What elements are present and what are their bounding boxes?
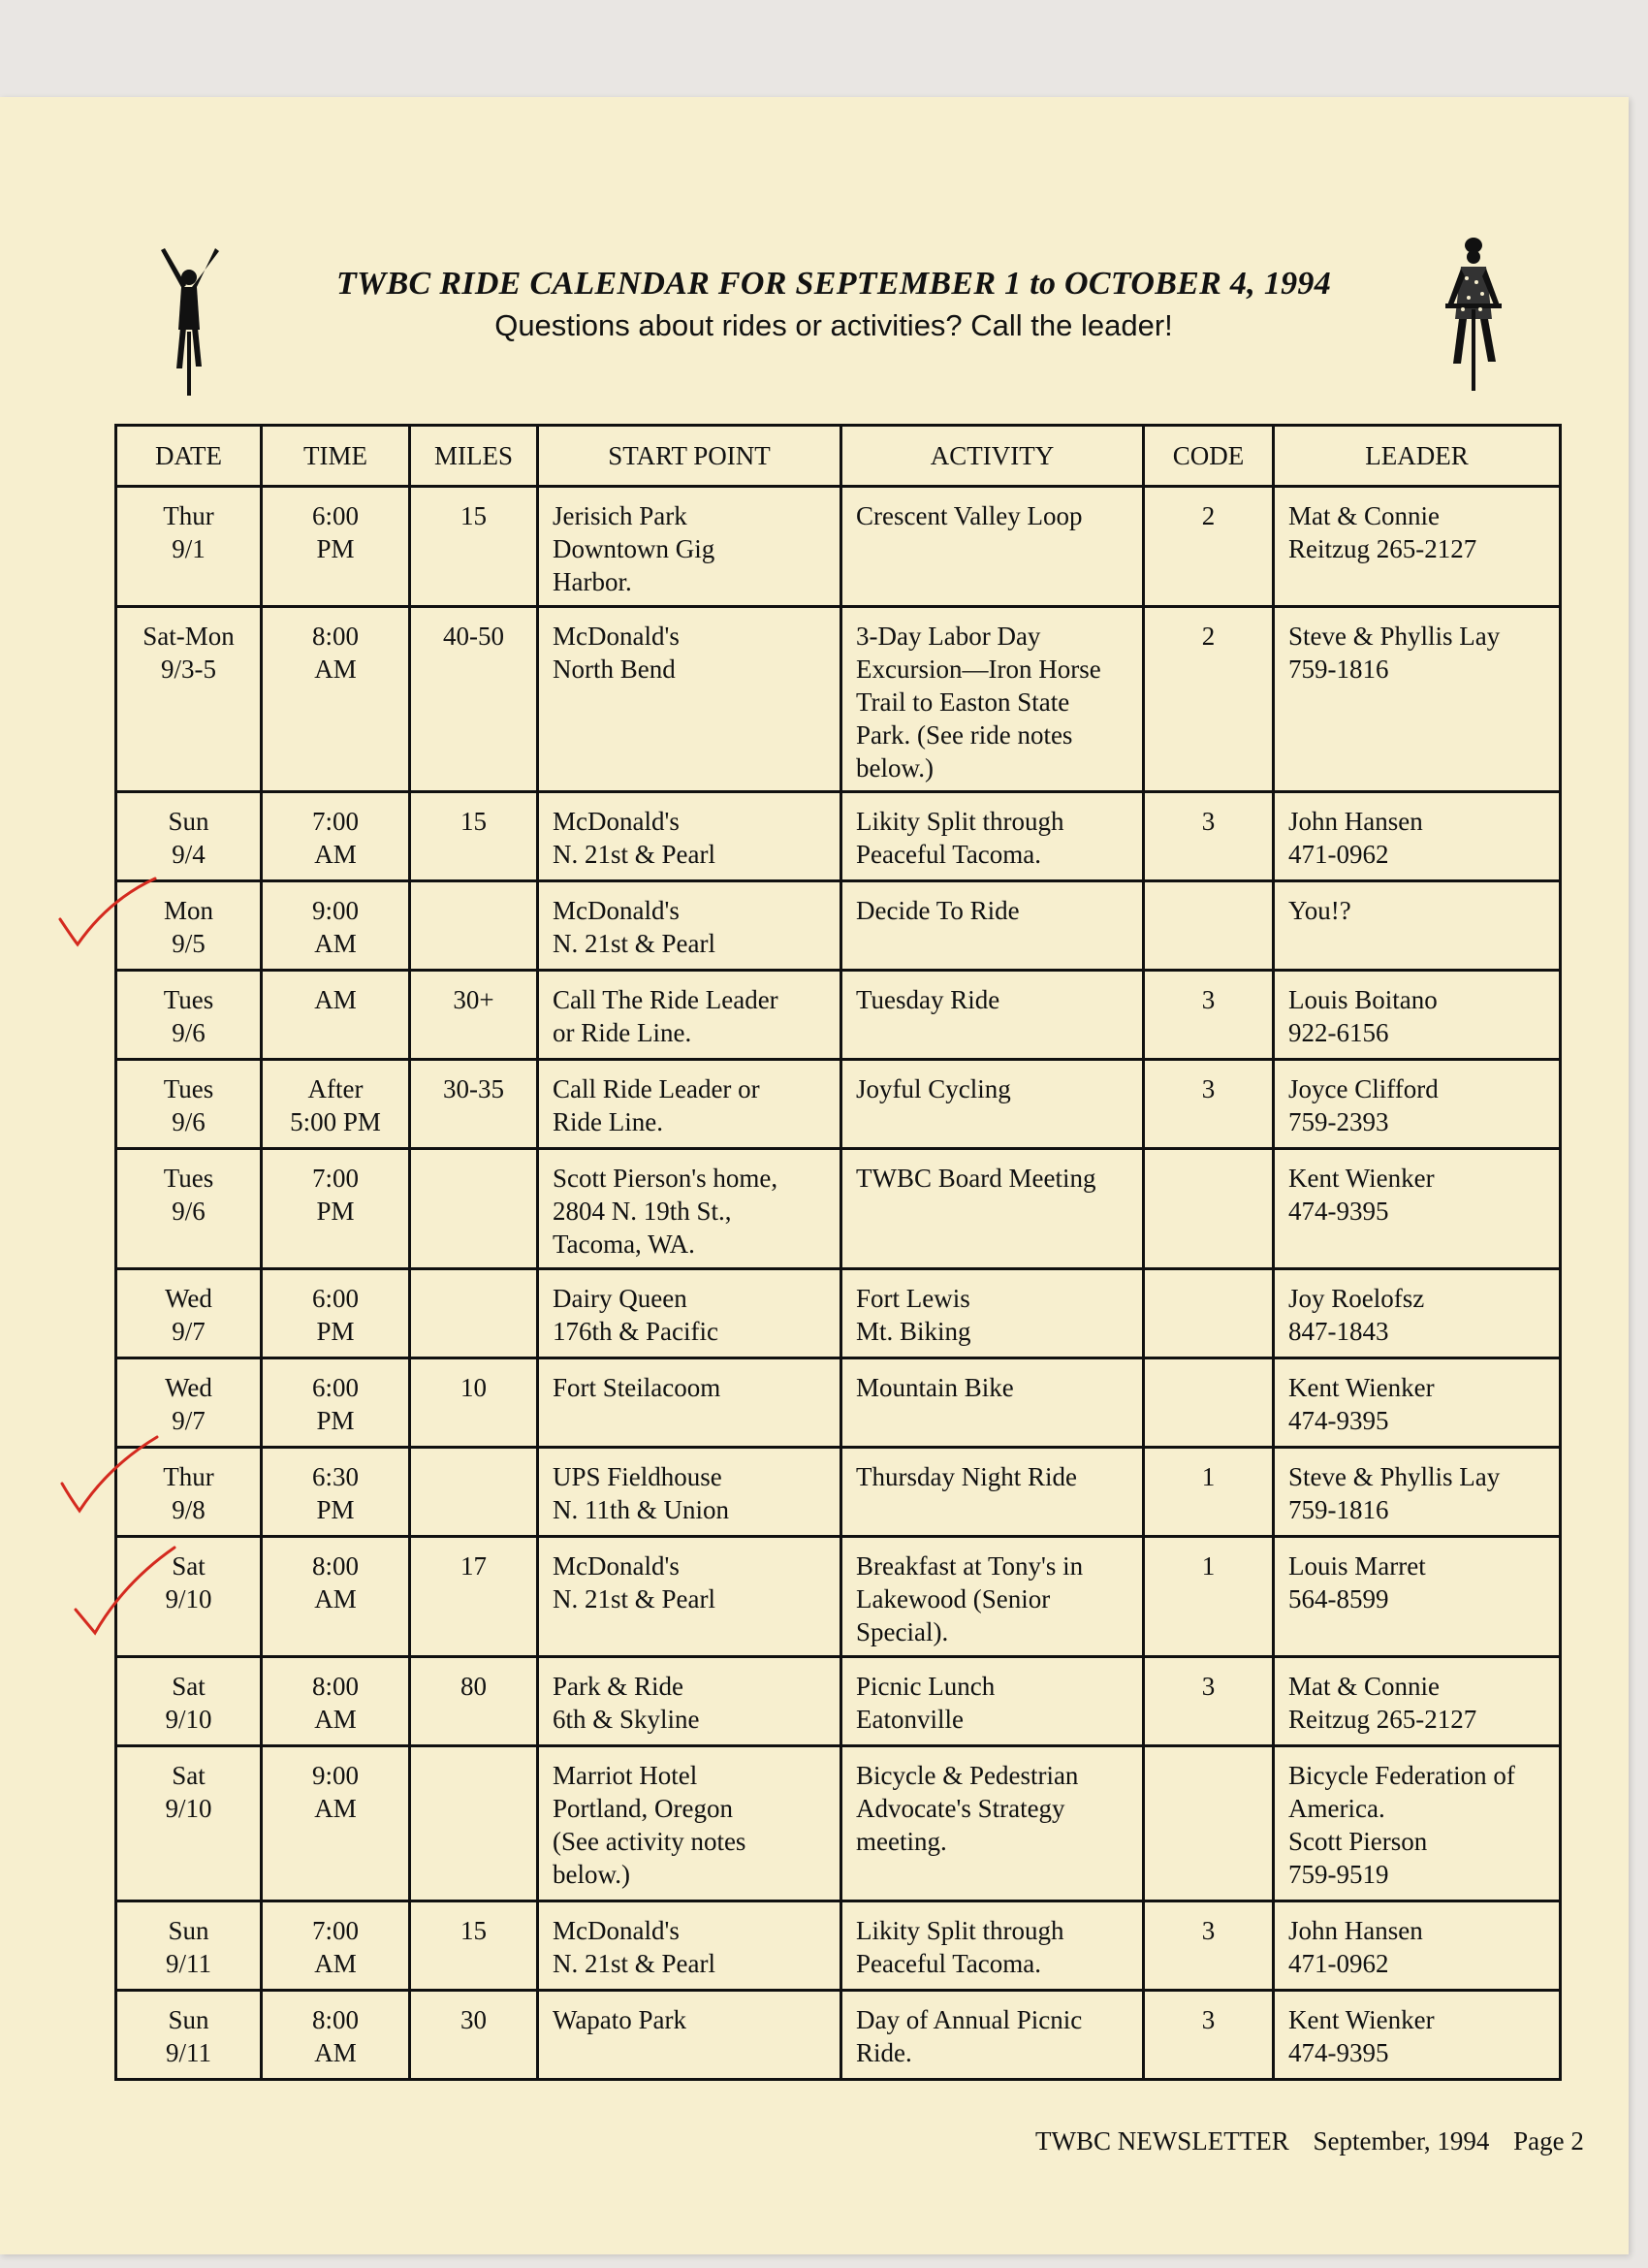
cell-miles [410, 1448, 538, 1537]
page-subtitle: Questions about rides or activities? Call the leader! [494, 308, 1173, 342]
cell-start-point-line: McDonald's [553, 1551, 680, 1581]
cyclist-riding-icon [1440, 238, 1507, 393]
cell-leader-line: Reitzug 265-2127 [1288, 1705, 1477, 1734]
cell-leader-line: Joy Roelofsz [1288, 1284, 1425, 1313]
cell-date-line: Sat [172, 1551, 206, 1581]
cell-date-line: Mon [163, 896, 213, 925]
table-row [116, 487, 1561, 607]
cell-date-line: Sat [172, 1672, 206, 1701]
cell-miles [410, 1746, 538, 1901]
cell-start-point-line: McDonald's [553, 622, 680, 651]
cell-start-point [538, 881, 841, 971]
cell-leader-line: 474-9395 [1288, 1197, 1389, 1226]
cell-activity-line: Lakewood (Senior [856, 1584, 1051, 1613]
cell-code: 3 [1144, 1991, 1274, 2080]
cell-leader-line: 564-8599 [1288, 1584, 1389, 1613]
cell-leader [1274, 1358, 1561, 1448]
cell-date-line: 9/6 [172, 1197, 206, 1226]
cell-activity-line: meeting. [856, 1827, 947, 1856]
cell-date [116, 607, 262, 792]
cell-time [262, 487, 410, 607]
cell-start-point-line: below.) [553, 1860, 630, 1889]
cell-time-line: After [307, 1074, 364, 1103]
cell-time-line: 6:00 [311, 1373, 359, 1402]
cell-date [116, 1269, 262, 1358]
cell-activity-line: TWBC Board Meeting [856, 1164, 1096, 1193]
cell-code [1144, 1149, 1274, 1269]
cell-date-line: Thur [163, 501, 214, 530]
cell-start-point-line: 2804 N. 19th St., [553, 1197, 732, 1226]
cell-leader-line: Bicycle Federation of [1288, 1761, 1515, 1790]
cell-leader-line: Louis Marret [1288, 1551, 1426, 1581]
cell-start-point-line: McDonald's [553, 807, 680, 836]
cell-code: 3 [1144, 1657, 1274, 1746]
cell-time-line: 8:00 [311, 2005, 359, 2034]
cell-activity-line: Peaceful Tacoma. [856, 1949, 1042, 1978]
cell-leader-line: John Hansen [1288, 807, 1423, 836]
cell-miles [410, 1149, 538, 1269]
footer-newsletter: TWBC NEWSLETTER [1035, 2126, 1289, 2156]
cell-date-line: Sun [168, 807, 209, 836]
cell-activity [841, 881, 1144, 971]
cell-start-point-line: Call The Ride Leader [553, 985, 778, 1014]
table-row [116, 1657, 1561, 1746]
cell-activity-line: Eatonville [856, 1705, 964, 1734]
cell-leader [1274, 792, 1561, 881]
table-row [116, 1448, 1561, 1537]
table-row [116, 971, 1561, 1060]
cell-start-point [538, 1149, 841, 1269]
cell-date-line: 9/11 [166, 1949, 211, 1978]
cell-time-line: AM [314, 2038, 357, 2067]
cell-time [262, 1537, 410, 1657]
column-header-date: DATE [116, 426, 262, 487]
cell-date-line: 9/7 [172, 1406, 206, 1435]
cell-code: 1 [1144, 1537, 1274, 1657]
table-row [116, 1537, 1561, 1657]
ride-calendar-table [114, 424, 1562, 2081]
cell-leader-line: Louis Boitano [1288, 985, 1438, 1014]
column-header-time: TIME [262, 426, 410, 487]
cell-date-line: 9/7 [172, 1317, 206, 1346]
cell-leader-line: You!? [1288, 896, 1351, 925]
cell-time-line: 9:00 [311, 1761, 359, 1790]
column-header-start-point: START POINT [538, 426, 841, 487]
cell-time-line: 6:30 [311, 1462, 359, 1491]
cell-date-line: Sat-Mon [143, 622, 235, 651]
cell-activity-line: Trail to Easton State [856, 687, 1070, 717]
cell-date-line: 9/3-5 [161, 655, 216, 684]
cell-miles: 80 [410, 1657, 538, 1746]
cell-leader-line: Steve & Phyllis Lay [1288, 1462, 1501, 1491]
cell-leader [1274, 1657, 1561, 1746]
cell-start-point-line: Dairy Queen [553, 1284, 687, 1313]
cell-miles: 30+ [410, 971, 538, 1060]
table-row [116, 1991, 1561, 2080]
cell-activity [841, 607, 1144, 792]
cell-start-point-line: Fort Steilacoom [553, 1373, 721, 1402]
cell-time-line: AM [314, 1949, 357, 1978]
cell-date-line: Wed [165, 1373, 212, 1402]
cell-activity [841, 1991, 1144, 2080]
cell-code: 1 [1144, 1448, 1274, 1537]
cell-time-line: PM [316, 1495, 355, 1524]
cell-miles: 15 [410, 1901, 538, 1991]
cell-date [116, 1901, 262, 1991]
cell-date [116, 1657, 262, 1746]
cell-start-point [538, 1358, 841, 1448]
table-row [116, 1358, 1561, 1448]
cell-activity-line: Joyful Cycling [856, 1074, 1011, 1103]
ride-rows [116, 487, 1561, 2080]
cell-activity-line: Mountain Bike [856, 1373, 1014, 1402]
cell-leader [1274, 487, 1561, 607]
cell-activity-line: Tuesday Ride [856, 985, 1000, 1014]
cell-time-line: 8:00 [311, 1551, 359, 1581]
cell-activity-line: Excursion—Iron Horse [856, 655, 1101, 684]
cell-start-point [538, 607, 841, 792]
cell-time [262, 607, 410, 792]
cell-time [262, 1149, 410, 1269]
cell-date-line: 9/8 [172, 1495, 206, 1524]
cell-start-point-line: N. 21st & Pearl [553, 929, 715, 958]
cell-leader-line: Reitzug 265-2127 [1288, 534, 1477, 563]
cell-date-line: 9/6 [172, 1107, 206, 1136]
cell-leader-line: Steve & Phyllis Lay [1288, 622, 1501, 651]
cell-start-point-line: N. 21st & Pearl [553, 1584, 715, 1613]
cell-leader-line: Joyce Clifford [1288, 1074, 1439, 1103]
cell-time-line: AM [314, 1584, 357, 1613]
cell-activity-line: Day of Annual Picnic [856, 2005, 1083, 2034]
cell-date-line: Tues [163, 1074, 214, 1103]
cell-time-line: AM [314, 929, 357, 958]
cell-start-point-line: Wapato Park [553, 2005, 687, 2034]
cell-time-line: PM [316, 1317, 355, 1346]
cell-activity-line: below.) [856, 753, 934, 783]
cell-time-line: AM [314, 985, 357, 1014]
cell-date-line: Thur [163, 1462, 214, 1491]
cell-code: 3 [1144, 1901, 1274, 1991]
cell-miles: 40-50 [410, 607, 538, 792]
cell-code: 3 [1144, 792, 1274, 881]
cell-time-line: AM [314, 840, 357, 869]
cell-leader [1274, 1901, 1561, 1991]
table-row [116, 881, 1561, 971]
cell-miles: 15 [410, 487, 538, 607]
cell-miles: 30-35 [410, 1060, 538, 1149]
cell-leader [1274, 881, 1561, 971]
cell-start-point-line: Park & Ride [553, 1672, 683, 1701]
cell-time-line: 7:00 [311, 1164, 359, 1193]
footer-page-number: Page 2 [1513, 2126, 1584, 2156]
cell-date [116, 1358, 262, 1448]
cell-start-point-line: (See activity notes [553, 1827, 746, 1856]
cell-start-point-line: Portland, Oregon [553, 1794, 733, 1823]
table-row [116, 792, 1561, 881]
cell-time-line: 7:00 [311, 807, 359, 836]
cell-start-point-line: 6th & Skyline [553, 1705, 700, 1734]
cell-activity-line: Breakfast at Tony's in [856, 1551, 1084, 1581]
cell-leader-line: 471-0962 [1288, 1949, 1389, 1978]
cell-activity-line: Likity Split through [856, 807, 1064, 836]
cyclist-arms-up-icon [155, 242, 223, 398]
cell-date [116, 1149, 262, 1269]
cell-activity-line: Park. (See ride notes [856, 720, 1073, 750]
cell-date-line: 9/4 [172, 840, 206, 869]
cell-activity [841, 1657, 1144, 1746]
page-title: TWBC RIDE CALENDAR FOR SEPTEMBER 1 to OCTOBER 4, 1994 [335, 266, 1332, 302]
cell-activity [841, 1060, 1144, 1149]
cell-start-point [538, 487, 841, 607]
cell-start-point-line: McDonald's [553, 1916, 680, 1945]
cell-activity-line: Mt. Biking [856, 1317, 971, 1346]
cell-activity [841, 1269, 1144, 1358]
cell-leader-line: 847-1843 [1288, 1317, 1389, 1346]
cell-miles: 17 [410, 1537, 538, 1657]
cell-start-point-line: UPS Fieldhouse [553, 1462, 722, 1491]
table-row [116, 1901, 1561, 1991]
cell-date-line: Sun [168, 2005, 209, 2034]
cell-start-point [538, 1991, 841, 2080]
cell-code: 3 [1144, 1060, 1274, 1149]
cell-start-point-line: North Bend [553, 655, 676, 684]
cell-start-point-line: Scott Pierson's home, [553, 1164, 778, 1193]
cell-date-line: 9/11 [166, 2038, 211, 2067]
cell-date-line: Sun [168, 1916, 209, 1945]
cell-activity-line: Advocate's Strategy [856, 1794, 1065, 1823]
table-row [116, 1269, 1561, 1358]
cell-activity [841, 1358, 1144, 1448]
cell-activity [841, 971, 1144, 1060]
cell-start-point [538, 1746, 841, 1901]
cell-activity-line: Bicycle & Pedestrian [856, 1761, 1079, 1790]
cell-leader [1274, 1269, 1561, 1358]
cell-activity-line: Picnic Lunch [856, 1672, 996, 1701]
column-header-leader: LEADER [1274, 426, 1561, 487]
cell-leader-line: John Hansen [1288, 1916, 1423, 1945]
cell-leader-line: 471-0962 [1288, 840, 1389, 869]
cell-date [116, 1991, 262, 2080]
cell-leader [1274, 1149, 1561, 1269]
cell-leader-line: 759-2393 [1288, 1107, 1389, 1136]
cell-start-point [538, 792, 841, 881]
footer-date: September, 1994 [1313, 2126, 1490, 2156]
cell-time [262, 881, 410, 971]
column-header-miles: MILES [410, 426, 538, 487]
cell-activity [841, 1901, 1144, 1991]
cell-activity-line: Likity Split through [856, 1916, 1064, 1945]
cell-time-line: PM [316, 1197, 355, 1226]
cell-leader [1274, 1991, 1561, 2080]
cell-activity-line: Peaceful Tacoma. [856, 840, 1042, 869]
cell-time-line: AM [314, 1794, 357, 1823]
cell-activity [841, 1448, 1144, 1537]
cell-date-line: 9/5 [172, 929, 206, 958]
cell-start-point [538, 1269, 841, 1358]
cell-time-line: 6:00 [311, 501, 359, 530]
cell-code [1144, 1358, 1274, 1448]
cell-leader-line: Scott Pierson [1288, 1827, 1428, 1856]
cell-code [1144, 1746, 1274, 1901]
cell-leader-line: Kent Wienker [1288, 2005, 1435, 2034]
cell-date-line: 9/10 [165, 1705, 212, 1734]
cell-activity [841, 792, 1144, 881]
cell-date-line: 9/10 [165, 1584, 212, 1613]
cell-leader [1274, 1537, 1561, 1657]
cell-start-point-line: Tacoma, WA. [553, 1230, 695, 1259]
cell-time-line: 5:00 PM [290, 1107, 381, 1136]
cell-code: 3 [1144, 971, 1274, 1060]
cell-start-point-line: Jerisich Park [553, 501, 687, 530]
cell-time-line: 8:00 [311, 622, 359, 651]
table-row [116, 1060, 1561, 1149]
cell-start-point-line: Marriot Hotel [553, 1761, 698, 1790]
cell-leader-line: 759-1816 [1288, 655, 1389, 684]
cell-miles [410, 1269, 538, 1358]
cell-start-point-line: N. 11th & Union [553, 1495, 729, 1524]
cell-leader [1274, 607, 1561, 792]
cell-start-point-line: N. 21st & Pearl [553, 1949, 715, 1978]
cell-time [262, 1746, 410, 1901]
cell-time-line: 7:00 [311, 1916, 359, 1945]
cell-date-line: 9/1 [172, 534, 206, 563]
cell-date [116, 971, 262, 1060]
cell-leader-line: 474-9395 [1288, 2038, 1389, 2067]
cell-leader [1274, 1746, 1561, 1901]
cell-time-line: AM [314, 1705, 357, 1734]
cell-time [262, 971, 410, 1060]
cell-leader [1274, 1060, 1561, 1149]
page-footer [1018, 2126, 1584, 2156]
cell-date-line: Tues [163, 1164, 214, 1193]
cell-miles: 30 [410, 1991, 538, 2080]
cell-start-point-line: Harbor. [553, 567, 632, 596]
cell-code: 2 [1144, 487, 1274, 607]
cell-activity [841, 1149, 1144, 1269]
cell-time [262, 1657, 410, 1746]
cell-start-point-line: Downtown Gig [553, 534, 715, 563]
cell-leader-line: Mat & Connie [1288, 1672, 1440, 1701]
cell-miles: 15 [410, 792, 538, 881]
cell-date-line: Sat [172, 1761, 206, 1790]
cell-start-point [538, 1901, 841, 1991]
table-header-row [116, 426, 1561, 487]
cell-date [116, 1060, 262, 1149]
cell-leader-line: Kent Wienker [1288, 1164, 1435, 1193]
cell-activity-line: Thursday Night Ride [856, 1462, 1077, 1491]
cell-time [262, 1358, 410, 1448]
cell-leader-line: America. [1288, 1794, 1385, 1823]
cell-date [116, 1746, 262, 1901]
cell-time-line: PM [316, 1406, 355, 1435]
cell-time [262, 1901, 410, 1991]
cell-time-line: AM [314, 655, 357, 684]
cell-start-point [538, 1448, 841, 1537]
cell-start-point [538, 971, 841, 1060]
cell-start-point-line: N. 21st & Pearl [553, 840, 715, 869]
cell-start-point [538, 1657, 841, 1746]
cell-activity [841, 1537, 1144, 1657]
cell-activity-line: Fort Lewis [856, 1284, 970, 1313]
cell-start-point-line: McDonald's [553, 896, 680, 925]
cell-miles [410, 881, 538, 971]
table-row [116, 1746, 1561, 1901]
cell-code [1144, 881, 1274, 971]
cell-start-point-line: Call Ride Leader or [553, 1074, 760, 1103]
cell-date-line: Wed [165, 1284, 212, 1313]
cell-leader [1274, 1448, 1561, 1537]
cell-leader-line: 922-6156 [1288, 1018, 1389, 1047]
cell-leader-line: Mat & Connie [1288, 501, 1440, 530]
cell-time [262, 1269, 410, 1358]
table-row [116, 1149, 1561, 1269]
cell-start-point [538, 1060, 841, 1149]
cell-leader-line: 759-1816 [1288, 1495, 1389, 1524]
cell-date-line: 9/10 [165, 1794, 212, 1823]
cell-time-line: 6:00 [311, 1284, 359, 1313]
cell-activity-line: Decide To Ride [856, 896, 1020, 925]
cell-miles: 10 [410, 1358, 538, 1448]
cell-date [116, 792, 262, 881]
cell-time [262, 792, 410, 881]
cell-start-point [538, 1537, 841, 1657]
cell-time [262, 1060, 410, 1149]
cell-activity-line: Special). [856, 1617, 949, 1646]
cell-date-line: Tues [163, 985, 214, 1014]
cell-start-point-line: Ride Line. [553, 1107, 663, 1136]
cell-leader-line: 474-9395 [1288, 1406, 1389, 1435]
cell-activity [841, 487, 1144, 607]
column-header-activity: ACTIVITY [841, 426, 1144, 487]
check-mark-icon [50, 871, 157, 968]
cell-activity [841, 1746, 1144, 1901]
cell-time [262, 1448, 410, 1537]
cell-time-line: 9:00 [311, 896, 359, 925]
cell-time [262, 1991, 410, 2080]
check-mark-icon [56, 1435, 163, 1532]
cell-leader [1274, 971, 1561, 1060]
cell-start-point-line: or Ride Line. [553, 1018, 692, 1047]
cell-time-line: 8:00 [311, 1672, 359, 1701]
cell-date [116, 487, 262, 607]
check-mark-icon [70, 1544, 176, 1641]
cell-date-line: 9/6 [172, 1018, 206, 1047]
cell-code: 2 [1144, 607, 1274, 792]
table-row [116, 607, 1561, 792]
cell-leader-line: Kent Wienker [1288, 1373, 1435, 1402]
column-header-code: CODE [1144, 426, 1274, 487]
cell-activity-line: 3-Day Labor Day [856, 622, 1041, 651]
cell-activity-line: Ride. [856, 2038, 912, 2067]
cell-time-line: PM [316, 534, 355, 563]
cell-code [1144, 1269, 1274, 1358]
cell-leader-line: 759-9519 [1288, 1860, 1389, 1889]
cell-start-point-line: 176th & Pacific [553, 1317, 718, 1346]
cell-activity-line: Crescent Valley Loop [856, 501, 1083, 530]
